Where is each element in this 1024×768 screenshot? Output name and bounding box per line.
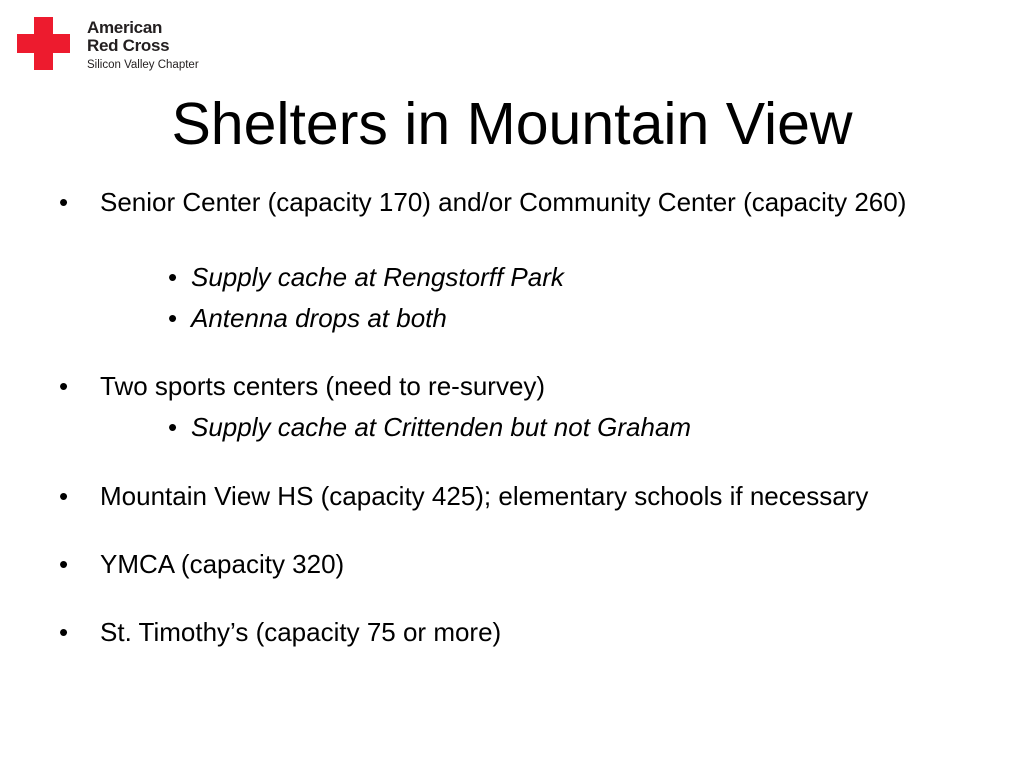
sub-list-item-text: Supply cache at Rengstorff Park bbox=[191, 262, 564, 292]
logo-wordmark bbox=[87, 19, 199, 73]
bullet-icon: • bbox=[59, 187, 69, 217]
bullet-icon: • bbox=[59, 549, 69, 579]
slide-title: Shelters in Mountain View bbox=[171, 91, 853, 157]
list-item-text: Two sports centers (need to re-survey) bbox=[100, 371, 546, 401]
sub-bullet-icon: • bbox=[168, 303, 178, 333]
red-cross-icon bbox=[17, 17, 70, 70]
sub-list-item-text: Antenna drops at both bbox=[191, 303, 447, 333]
sub-bullet-icon: • bbox=[168, 412, 178, 442]
list-item-text: Mountain View HS (capacity 425); elementary schools if necessary bbox=[100, 481, 869, 511]
logo-line-red-cross: Red Cross bbox=[87, 36, 170, 55]
cross-vertical-bar bbox=[34, 17, 53, 70]
bullet-icon: • bbox=[59, 617, 69, 647]
red-cross-logo bbox=[17, 17, 217, 77]
list-item-text: YMCA (capacity 320) bbox=[100, 549, 345, 579]
logo-line-chapter: Silicon Valley Chapter bbox=[87, 59, 199, 71]
list-item-text: Senior Center (capacity 170) and/or Community Center (capacity 260) bbox=[100, 187, 907, 217]
bullet-icon: • bbox=[59, 481, 69, 511]
sub-bullet-icon: • bbox=[168, 262, 178, 292]
logo-line-american: American bbox=[87, 18, 163, 37]
list-item-text: St. Timothy’s (capacity 75 or more) bbox=[100, 617, 502, 647]
sub-list-item-text: Supply cache at Crittenden but not Graham bbox=[191, 412, 692, 442]
bullet-icon: • bbox=[59, 371, 69, 401]
